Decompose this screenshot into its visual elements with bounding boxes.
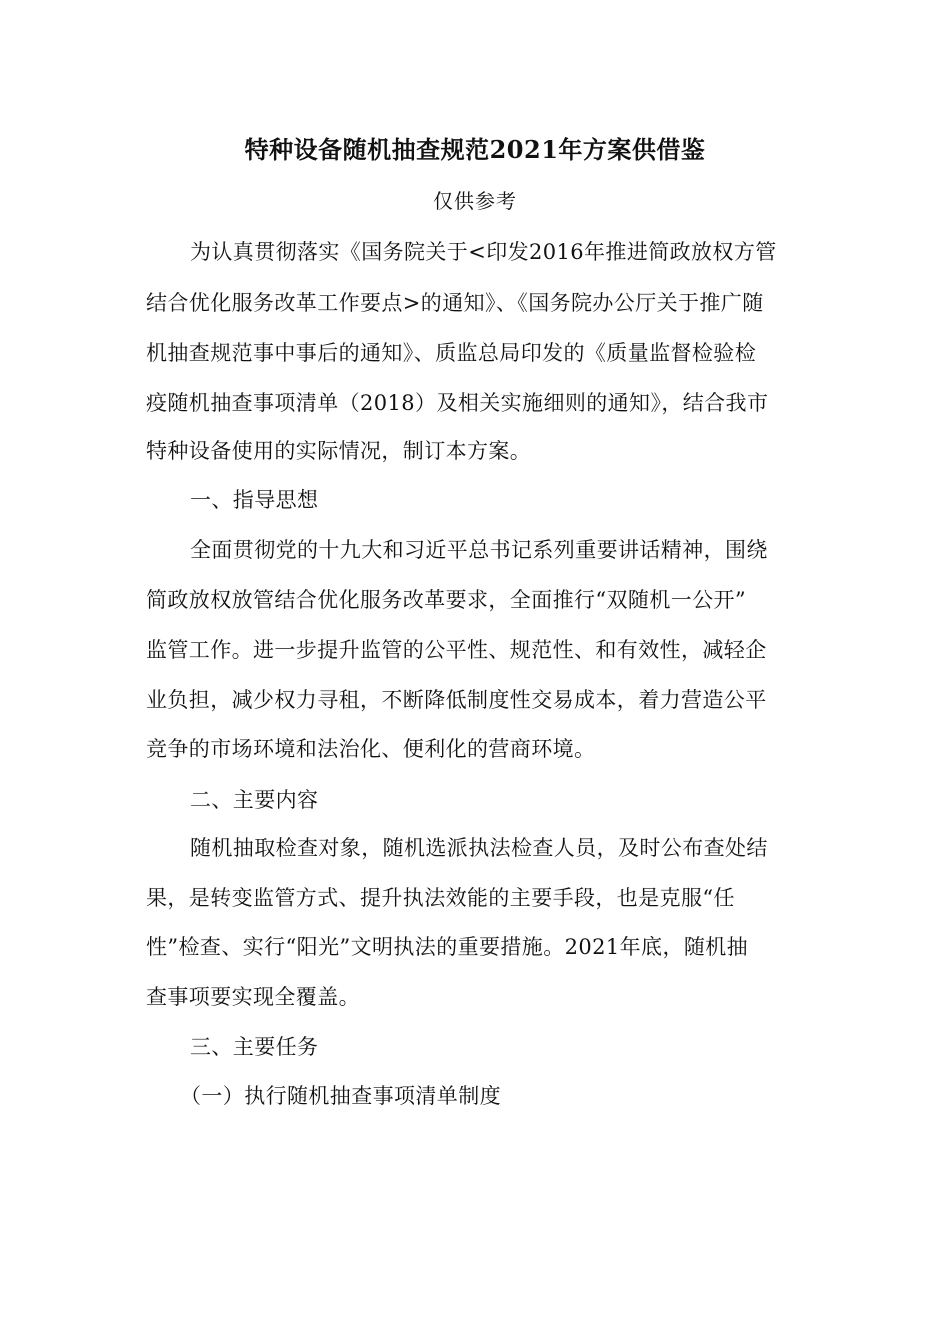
paragraph-2-line-3: 监管工作。进一步提升监管的公平性、规范性、和有效性，减轻企 [146, 638, 767, 662]
document-subtitle: 仅供参考 [433, 189, 517, 213]
section-heading-2: 二、主要内容 [190, 788, 319, 812]
paragraph-1-line-5: 特种设备使用的实际情况，制订本方案。 [146, 439, 532, 463]
paragraph-3-line-3: 性”检查、实行“阳光”文明执法的重要措施。2021年底，随机抽 [146, 935, 749, 959]
paragraph-1-line-2: 结合优化服务改革工作要点>的通知》、《国务院办公厅关于推广随 [146, 291, 764, 315]
section-heading-3: 三、主要任务 [190, 1035, 319, 1059]
paragraph-3-line-2: 果，是转变监管方式、提升执法效能的主要手段，也是克服“任 [146, 886, 735, 910]
paragraph-1-line-4: 疫随机抽查事项清单（2018）及相关实施细则的通知》，结合我市 [146, 391, 769, 415]
paragraph-1-line-1: 为认真贯彻落实《国务院关于<印发2016年推进简政放权方管 [190, 240, 777, 264]
paragraph-2-line-5: 竞争的市场环境和法治化、便利化的营商环境。 [146, 737, 596, 761]
paragraph-3-line-4: 查事项要实现全覆盖。 [146, 985, 360, 1009]
paragraph-2-line-1: 全面贯彻党的十九大和习近平总书记系列重要讲话精神，围绕 [190, 538, 768, 562]
paragraph-1-line-3: 机抽查规范事中事后的通知》、质监总局印发的《质量监督检验检 [146, 341, 757, 365]
paragraph-3-line-1: 随机抽取检查对象，随机选派执法检查人员，及时公布查处结 [190, 836, 768, 860]
paragraph-2-line-4: 业负担，减少权力寻租，不断降低制度性交易成本，着力营造公平 [146, 688, 767, 712]
paragraph-2-line-2: 简政放权放管结合优化服务改革要求，全面推行“双随机一公开” [146, 588, 747, 612]
document-title: 特种设备随机抽查规范2021年方案供借鉴 [244, 135, 706, 164]
subsection-heading-1: （一）执行随机抽查事项清单制度 [180, 1084, 501, 1108]
section-heading-1: 一、指导思想 [190, 488, 319, 512]
